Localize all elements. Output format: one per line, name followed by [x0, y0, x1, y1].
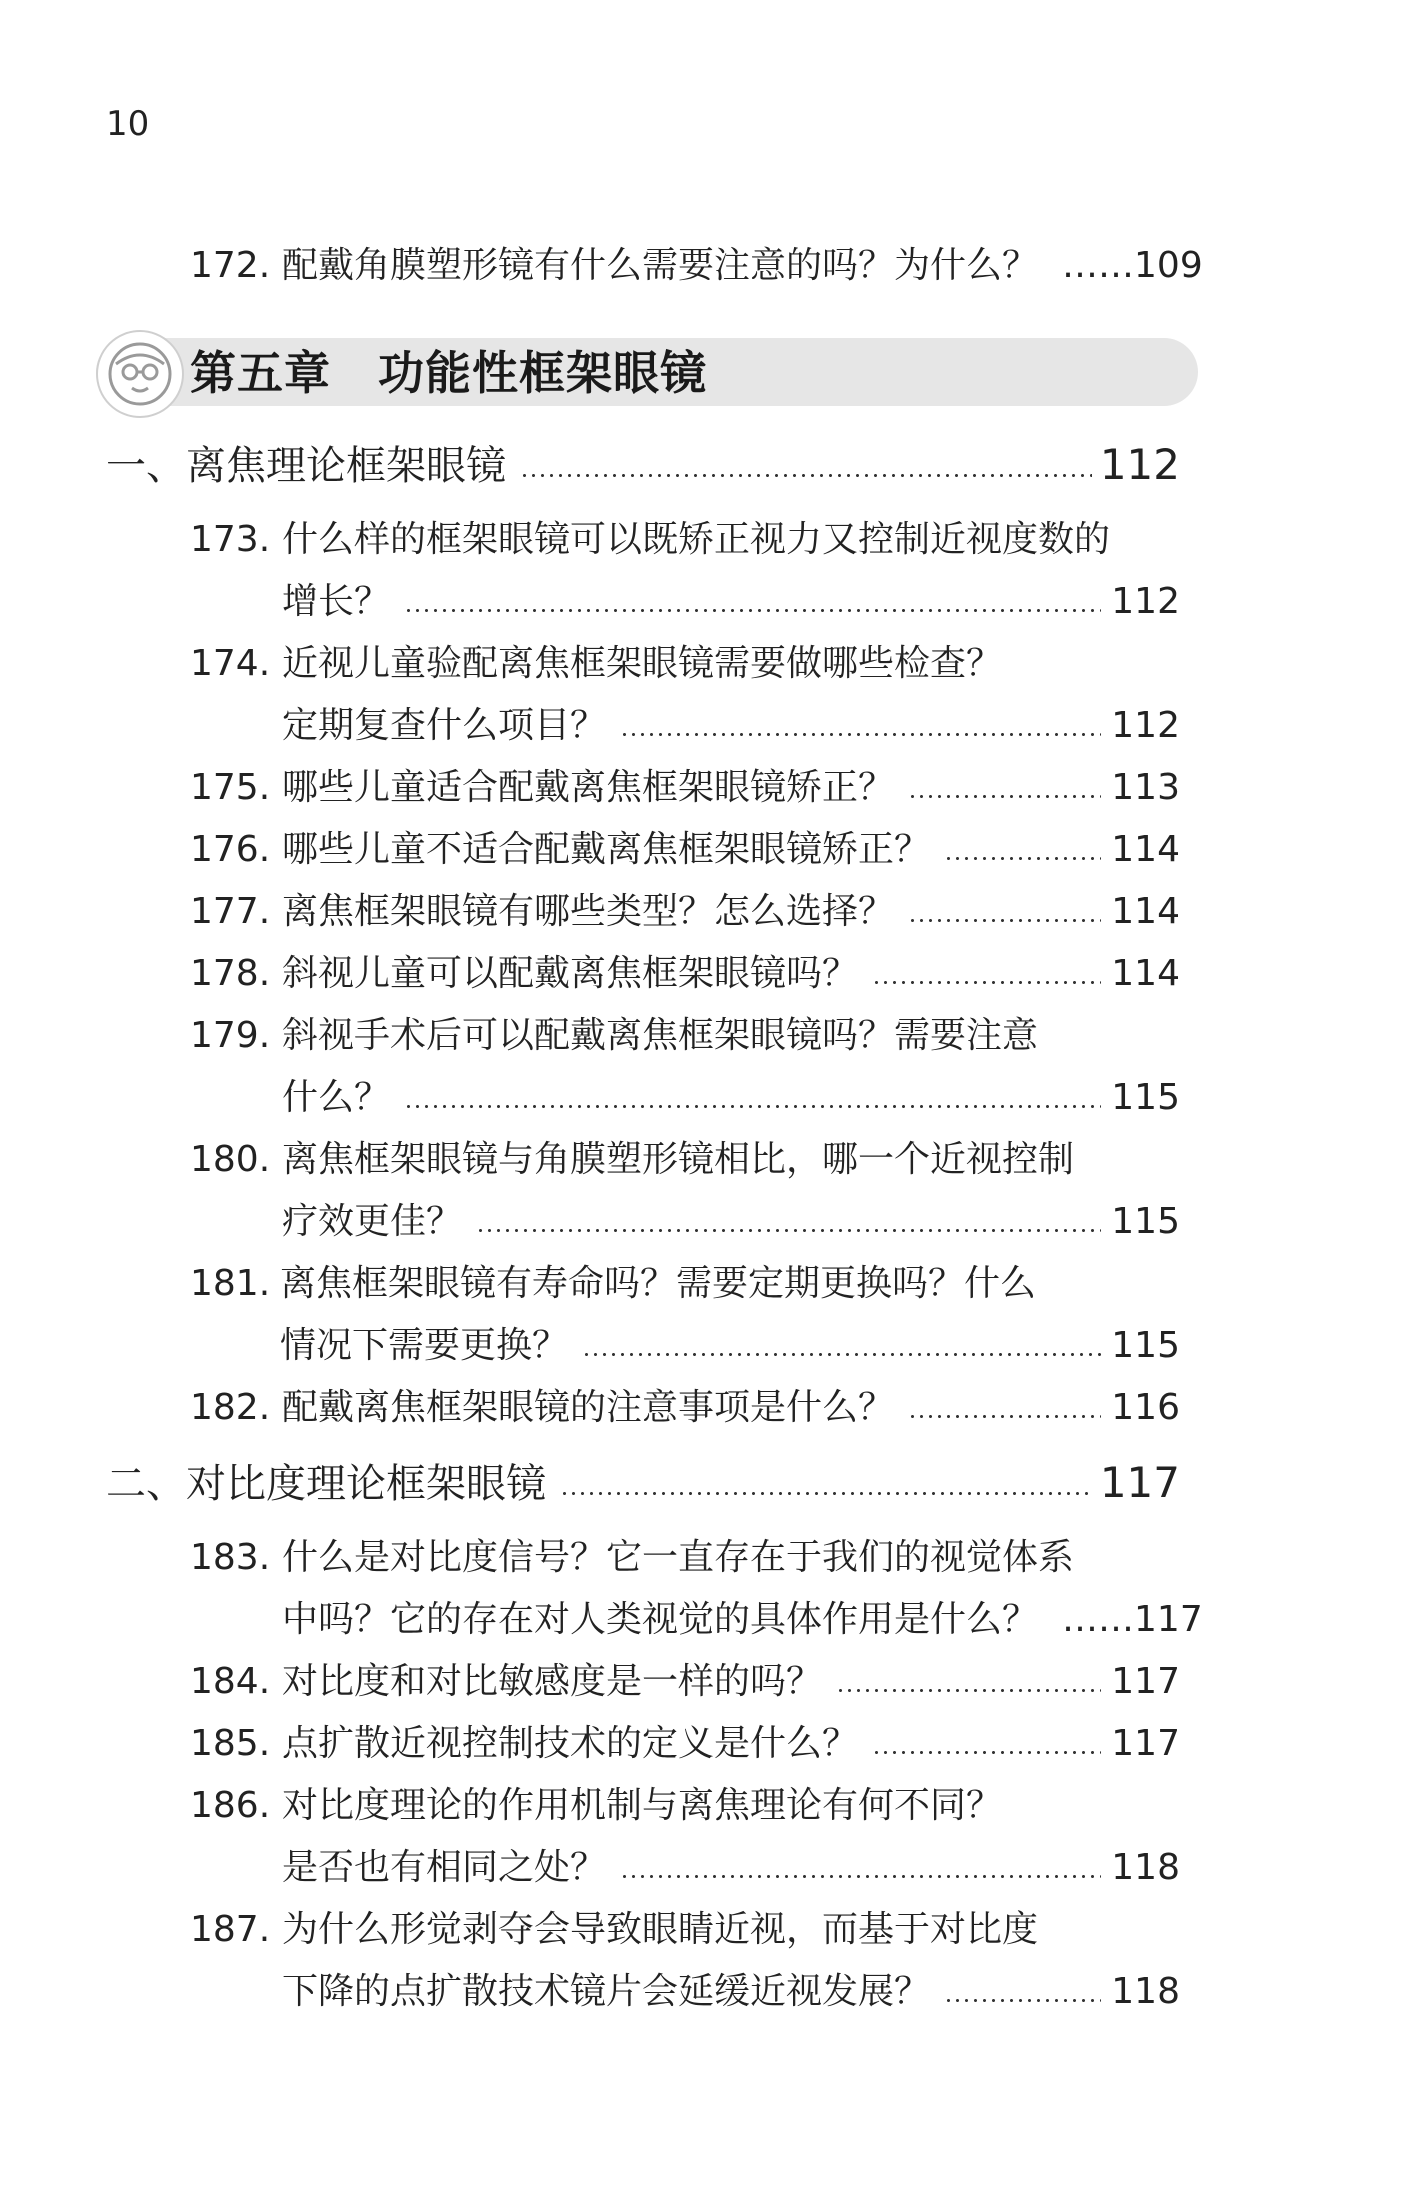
section-page: 112: [1099, 440, 1180, 489]
entry-page: 114: [1111, 891, 1180, 932]
leader-dots: [908, 1415, 1101, 1418]
entry-number: 180.: [190, 1139, 271, 1180]
entry-text: 什么是对比度信号？它一直存在于我们的视觉体系: [282, 1537, 1075, 1578]
leader-dots: [476, 1229, 1101, 1232]
entry-page: ……117: [1062, 1599, 1203, 1640]
section-title: 二、对比度理论框架眼镜: [106, 1461, 546, 1507]
entry-number: 172.: [190, 245, 271, 286]
entry-text: 下降的点扩散技术镜片会延缓近视发展？: [282, 1971, 931, 2012]
entry-number: 185.: [190, 1723, 271, 1764]
entry-text: 是否也有相同之处？: [282, 1847, 607, 1888]
entry-text: 什么样的框架眼镜可以既矫正视力又控制近视度数的: [282, 519, 1111, 560]
entry-page: 118: [1111, 1971, 1180, 2012]
entry-page: 118: [1111, 1847, 1180, 1888]
leader-dots: [404, 1105, 1101, 1108]
toc-entry[interactable]: [190, 766, 1180, 810]
toc-entry[interactable]: [190, 890, 1180, 934]
toc-entry[interactable]: [190, 1908, 1180, 2016]
entry-text: 情况下需要更换？: [280, 1325, 569, 1366]
entry-page: ……109: [1062, 245, 1203, 286]
toc-entry[interactable]: [190, 1784, 1180, 1892]
leader-dots: [560, 1492, 1092, 1495]
leader-dots: [944, 857, 1101, 860]
entry-number: 182.: [190, 1387, 271, 1428]
leader-dots: [908, 795, 1101, 798]
chapter-title: 第五章 功能性框架眼镜: [190, 346, 707, 400]
leader-dots: [582, 1353, 1101, 1356]
entry-text: 离焦框架眼镜与角膜塑形镜相比，哪一个近视控制: [282, 1139, 1075, 1180]
entry-page: 114: [1111, 953, 1180, 994]
entry-text: 离焦框架眼镜有寿命吗？需要定期更换吗？什么: [280, 1263, 1037, 1304]
toc-entry[interactable]: [190, 244, 1203, 288]
entry-number: 173.: [190, 519, 271, 560]
entry-number: 178.: [190, 953, 271, 994]
entry-number: 176.: [190, 829, 271, 870]
entry-number: 183.: [190, 1537, 271, 1578]
entry-page: 112: [1111, 581, 1180, 622]
entry-text: 疗效更佳？: [282, 1201, 463, 1242]
section-heading[interactable]: [106, 1458, 1180, 1509]
entry-text: 中吗？它的存在对人类视觉的具体作用是什么？: [282, 1599, 1039, 1640]
entry-text: 配戴离焦框架眼镜的注意事项是什么？: [282, 1387, 895, 1428]
leader-dots: [836, 1689, 1101, 1692]
entry-page: 113: [1111, 767, 1180, 808]
entry-number: 174.: [190, 643, 271, 684]
entry-page: 114: [1111, 829, 1180, 870]
leader-dots: [620, 1875, 1101, 1878]
section-heading[interactable]: [106, 440, 1180, 491]
entry-page: 112: [1111, 705, 1180, 746]
toc-entry[interactable]: [190, 1722, 1180, 1766]
entry-text: 定期复查什么项目？: [282, 705, 607, 746]
toc-entry[interactable]: [190, 1536, 1203, 1644]
entry-text: 对比度和对比敏感度是一样的吗？: [282, 1661, 823, 1702]
entry-number: 177.: [190, 891, 271, 932]
page-number: 10: [106, 104, 150, 144]
entry-text: 近视儿童验配离焦框架眼镜需要做哪些检查？: [282, 643, 1003, 684]
toc-entry[interactable]: [190, 642, 1180, 750]
toc-entry[interactable]: [190, 952, 1180, 996]
entry-number: 186.: [190, 1785, 271, 1826]
entry-number: 179.: [190, 1015, 271, 1056]
toc-entry[interactable]: [190, 828, 1180, 872]
entry-text: 什么？: [282, 1077, 391, 1118]
entry-text: 斜视手术后可以配戴离焦框架眼镜吗？需要注意: [282, 1015, 1039, 1056]
entry-text: 点扩散近视控制技术的定义是什么？: [282, 1723, 859, 1764]
entry-page: 116: [1111, 1387, 1180, 1428]
glasses-face-icon: [96, 330, 184, 418]
entry-page: 115: [1111, 1201, 1180, 1242]
toc-entry[interactable]: [190, 1262, 1180, 1370]
entry-number: 184.: [190, 1661, 271, 1702]
leader-dots: [872, 1751, 1101, 1754]
entry-text: 斜视儿童可以配戴离焦框架眼镜吗？: [282, 953, 859, 994]
section-title: 一、离焦理论框架眼镜: [106, 443, 506, 489]
leader-dots: [404, 609, 1101, 612]
toc-entry[interactable]: [190, 1386, 1180, 1430]
leader-dots: [872, 981, 1101, 984]
toc-entry[interactable]: [190, 1660, 1180, 1704]
entry-page: 117: [1111, 1661, 1180, 1702]
leader-dots: [944, 1999, 1101, 2002]
entry-text: 配戴角膜塑形镜有什么需要注意的吗？为什么？: [282, 245, 1039, 286]
section-page: 117: [1099, 1458, 1180, 1507]
toc-entry[interactable]: [190, 1014, 1180, 1122]
entry-number: 175.: [190, 767, 271, 808]
entry-number: 187.: [190, 1909, 271, 1950]
entry-page: 117: [1111, 1723, 1180, 1764]
toc-entry[interactable]: [190, 518, 1180, 626]
entry-page: 115: [1111, 1077, 1180, 1118]
entry-text: 哪些儿童适合配戴离焦框架眼镜矫正？: [282, 767, 895, 808]
toc-entry[interactable]: [190, 1138, 1180, 1246]
leader-dots: [520, 474, 1092, 477]
entry-page: 115: [1111, 1325, 1180, 1366]
leader-dots: [908, 919, 1101, 922]
entry-text: 离焦框架眼镜有哪些类型？怎么选择？: [282, 891, 895, 932]
entry-text: 增长？: [282, 581, 391, 622]
entry-text: 哪些儿童不适合配戴离焦框架眼镜矫正？: [282, 829, 931, 870]
entry-text: 对比度理论的作用机制与离焦理论有何不同？: [282, 1785, 1003, 1826]
entry-number: 181.: [190, 1263, 271, 1304]
leader-dots: [620, 733, 1101, 736]
entry-text: 为什么形觉剥夺会导致眼睛近视，而基于对比度: [282, 1909, 1039, 1950]
